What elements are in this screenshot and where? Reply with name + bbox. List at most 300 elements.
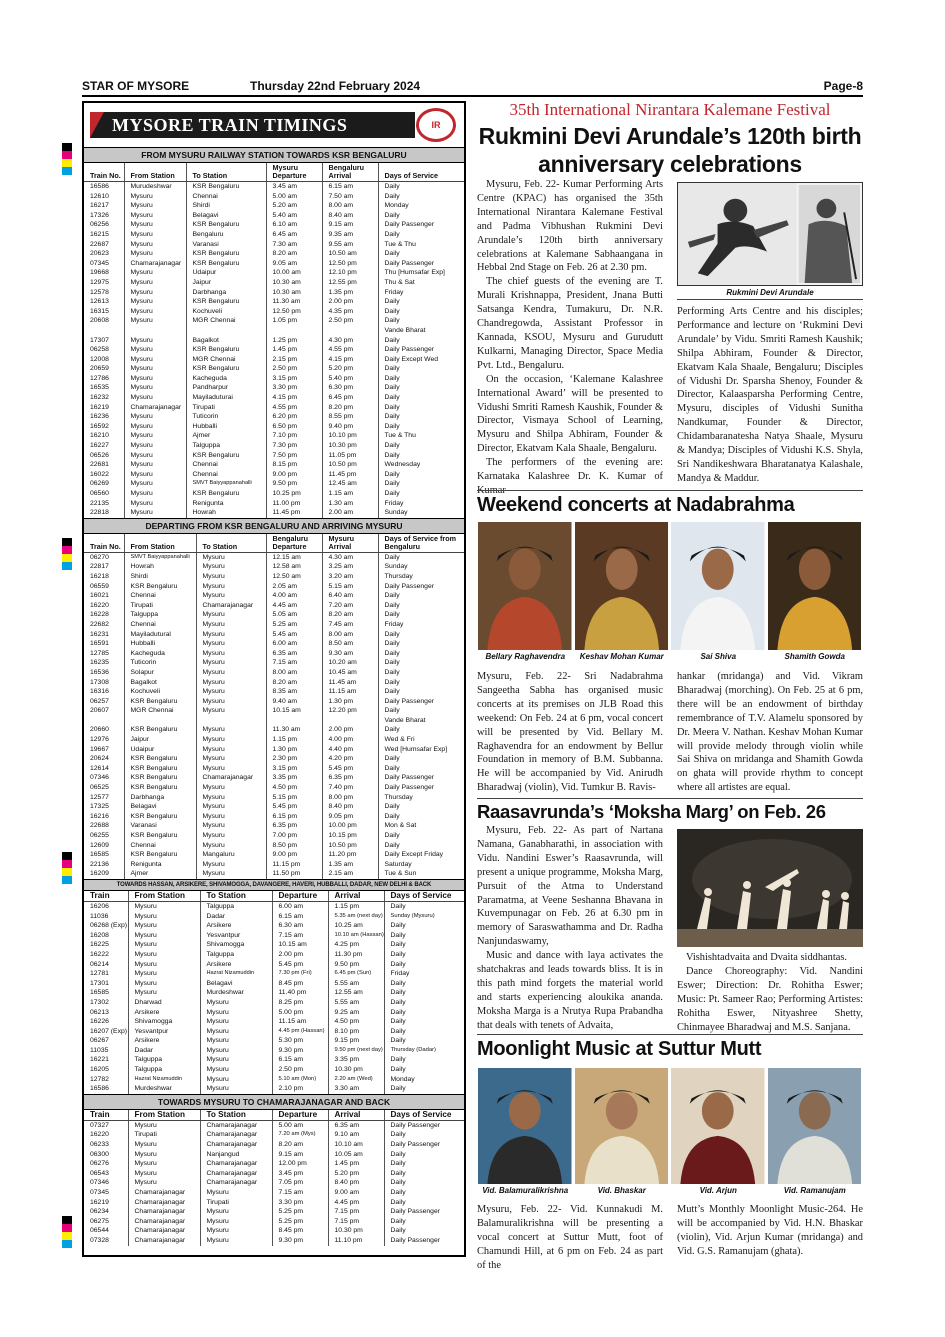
table-cell: Daily: [384, 1150, 464, 1160]
table-cell: KSR Bengaluru: [124, 812, 196, 822]
table-cell: Mysuru: [124, 230, 186, 240]
table-cell: Mysuru: [128, 912, 200, 922]
table-cell: 4.55 pm: [322, 345, 378, 355]
table-cell: Daily: [378, 802, 464, 812]
table-row: [84, 735, 464, 745]
table-cell: 4.50 pm: [328, 1017, 384, 1027]
table-cell: Chennai: [124, 591, 196, 601]
table-cell: Chennai: [124, 841, 196, 851]
table-cell: Arsikere: [200, 960, 272, 970]
table-cell: 10.50 pm: [322, 460, 378, 470]
table-cell: Mysuru: [124, 316, 186, 326]
table-cell: 06275: [90, 1217, 109, 1225]
table-cell: 5.45 pm: [322, 764, 378, 774]
page-date: Thursday 22nd February 2024: [250, 79, 421, 93]
table-cell: Mysuru: [128, 901, 200, 911]
table-cell: 10.25 am: [328, 921, 384, 931]
table-cell: Mysuru: [124, 451, 186, 461]
table-cell: 16219: [90, 403, 109, 411]
table-cell: 8.40 pm: [328, 1178, 384, 1188]
table-cell: 11036: [90, 912, 109, 920]
table-cell: Mysuru: [200, 1027, 272, 1037]
table-cell: 6.00 am: [272, 901, 328, 911]
table-cell: 16222: [90, 950, 109, 958]
table-cell: 1.30 pm: [266, 745, 322, 755]
table-cell: KSR Bengaluru: [124, 582, 196, 592]
table-cell: 10.10 am (Hassan): [328, 931, 384, 941]
table-cell: 4.40 pm: [322, 745, 378, 755]
table-cell: 10.30 pm: [328, 1065, 384, 1075]
table-row: [84, 601, 464, 611]
table-header-row: [84, 534, 464, 553]
table-cell: 7.15 am: [272, 1188, 328, 1198]
table-cell: Daily: [378, 383, 466, 393]
table-row: [84, 345, 466, 355]
table-row: [84, 374, 466, 384]
table-cell: 9.00 pm: [266, 850, 322, 860]
table-cell: 16586: [90, 1085, 109, 1093]
table-cell: Mysuru: [200, 1226, 272, 1236]
table-cell: Daily: [378, 764, 464, 774]
table-cell: Varanasi: [124, 821, 196, 831]
table-cell: 20607: [90, 707, 109, 715]
table-cell: 10.20 am: [322, 658, 378, 668]
table-cell: Hazrat Nizamuddin: [128, 1075, 200, 1085]
table-cell: 16206: [90, 902, 109, 910]
timetable-3: [84, 891, 464, 1094]
table-cell: 4.30 pm: [322, 336, 378, 346]
table-cell: 16021: [90, 592, 109, 600]
table-row: [84, 1084, 464, 1094]
table-cell: Mysuru: [128, 940, 200, 950]
table-cell: Mysuru: [196, 793, 266, 803]
table-cell: Mysuru: [128, 1150, 200, 1160]
table-cell: Daily: [384, 988, 464, 998]
table-cell: KSR Bengaluru: [124, 764, 196, 774]
table-cell: 6.35 am: [266, 649, 322, 659]
table-cell: Hubballi: [186, 422, 266, 432]
table-cell: Murdeshwar: [200, 988, 272, 998]
table-cell: 8.45 pm: [272, 979, 328, 989]
table-cell: 4.45 pm (Hassan): [272, 1027, 328, 1037]
table-cell: Mysuru: [196, 697, 266, 707]
table-row: [84, 812, 464, 822]
table-cell: 8.20 pm: [322, 403, 378, 413]
table-row: [84, 1036, 464, 1046]
column-header: Bengaluru Arrival: [322, 163, 378, 182]
table-cell: Mysuru: [124, 422, 186, 432]
table-cell: 16227: [90, 442, 109, 450]
table-cell: 07327: [90, 1121, 109, 1129]
table-cell: 6.30 pm: [322, 383, 378, 393]
table-cell: Bagalkot: [124, 678, 196, 688]
column-header: Bengaluru Departure: [266, 534, 322, 553]
table-row: [84, 1169, 464, 1179]
table-cell: Mysuru: [200, 1046, 272, 1056]
paper-name: STAR OF MYSORE: [82, 79, 190, 93]
table-cell: 6.10 am: [266, 220, 322, 230]
table-row: [84, 364, 466, 374]
table-cell: Chamarajanagar: [128, 1188, 200, 1198]
section-divider: [477, 798, 863, 799]
table-cell: Mysuru: [200, 1055, 272, 1065]
table-cell: 6.35 pm: [266, 821, 322, 831]
table-cell: 5.55 am: [328, 979, 384, 989]
table-cell: 9.50 pm (next day): [328, 1046, 384, 1056]
table-row: [84, 1065, 464, 1075]
table-cell: Mysuru: [124, 288, 186, 298]
table-row: [84, 850, 464, 860]
table-cell: Thu & Sat: [378, 278, 466, 288]
column-header: Days of Service: [384, 891, 464, 902]
table-cell: Mysuru: [200, 1236, 272, 1246]
table-cell: Mysuru: [200, 1017, 272, 1027]
table-cell: 1.30 pm: [322, 697, 378, 707]
table-cell: 7.20 am (Mys): [272, 1130, 328, 1140]
timetable-section-title: TOWARDS HASSAN, ARSIKERE, SHIVAMOGGA, DAVANGERE, HAVERI, HUBBALLI, DADAR, NEW DELHI & BACK: [84, 879, 464, 891]
table-cell: Mysuru: [128, 1159, 200, 1169]
table-cell: Daily Passenger: [378, 783, 464, 793]
table-cell: 11.10 pm: [328, 1236, 384, 1246]
table-cell: Daily Except Friday: [378, 850, 464, 860]
table-row: [84, 288, 466, 298]
table-cell: Bagalkot: [186, 336, 266, 346]
table-cell: 12786: [90, 374, 109, 382]
table-cell: Chennai: [186, 470, 266, 480]
table-cell: 6.40 am: [322, 591, 378, 601]
table-cell: [322, 716, 378, 726]
table-cell: Chamarajanagar: [128, 1207, 200, 1217]
table-cell: 7.00 pm: [266, 831, 322, 841]
table-cell: Mysuru: [196, 678, 266, 688]
table-cell: Daily: [378, 658, 464, 668]
timings-title: MYSORE TRAIN TIMINGS: [90, 112, 415, 138]
table-cell: 12781: [90, 970, 109, 978]
table-cell: 07346: [90, 774, 109, 782]
table-row: [84, 921, 464, 931]
table-cell: Mysuru: [196, 649, 266, 659]
portrait-photo: [768, 1068, 862, 1184]
table-cell: Daily Passenger: [378, 220, 466, 230]
table-cell: Mysuru: [128, 979, 200, 989]
table-cell: Tirupati: [128, 1130, 200, 1140]
table-row: [84, 552, 464, 562]
table-cell: Daily Except Wed: [378, 355, 466, 365]
page-number: Page-8: [823, 79, 863, 93]
table-row: [84, 412, 466, 422]
railway-logo-icon: IR: [416, 108, 456, 142]
table-cell: Chamarajanagar: [128, 1236, 200, 1246]
column-header: Arrival: [328, 891, 384, 902]
table-cell: 22818: [90, 509, 109, 517]
table-row: [84, 268, 466, 278]
table-cell: [196, 716, 266, 726]
table-cell: Bengaluru: [186, 230, 266, 240]
table-cell: Daily: [378, 336, 466, 346]
moksha-marg-dance-photo: [677, 829, 863, 947]
table-cell: SMVT Baiyyappanahalli: [124, 552, 196, 562]
table-cell: 5.20 pm: [322, 364, 378, 374]
article2-headline: Weekend concerts at Nadabrahma: [477, 494, 795, 516]
photo-caption: Vid. Arjun: [699, 1186, 737, 1195]
table-cell: Daily: [378, 307, 466, 317]
table-row: [84, 249, 466, 259]
table-cell: 16217: [90, 202, 109, 210]
table-cell: Chamarajanagar: [196, 601, 266, 611]
table-cell: Wed [Humsafar Exp]: [378, 745, 464, 755]
table-row: [84, 591, 464, 601]
table-cell: Mysuru: [124, 297, 186, 307]
table-cell: Mysuru: [124, 499, 186, 509]
table-cell: 17308: [90, 678, 109, 686]
table-cell: Mysuru: [196, 841, 266, 851]
table-cell: 5.45 pm: [266, 802, 322, 812]
table-cell: Arsikere: [128, 1008, 200, 1018]
table-cell: Daily Passenger: [384, 1236, 464, 1246]
article4-headline: Moonlight Music at Suttur Mutt: [477, 1038, 762, 1060]
table-cell: 9.15 am: [272, 1150, 328, 1160]
table-cell: Mysuru: [124, 364, 186, 374]
table-cell: 2.15 am: [322, 869, 378, 879]
table-cell: KSR Bengaluru: [124, 725, 196, 735]
paragraph: On the occasion, ‘Kalemane Kalashree International Award’ will be presented to Vidushi Smriti Ramesh Kaushik, Founder & Director, Vismaya School of Learning, Mysuru and Shilpa Abhiram, Founder & Director, Ekatvam Kala Shaale, Bengaluru.: [477, 373, 663, 455]
table-cell: 4.55 pm: [266, 403, 322, 413]
table-cell: Mysuru: [196, 725, 266, 735]
table-cell: Mysuru: [196, 591, 266, 601]
table-cell: Kacheguda: [124, 649, 196, 659]
table-cell: Mysuru: [124, 508, 186, 518]
table-row: [84, 831, 464, 841]
rukmini-devi-caption: Rukmini Devi Arundale: [726, 288, 814, 297]
table-row: [84, 1120, 464, 1130]
table-cell: Daily: [384, 1036, 464, 1046]
table-cell: 1.05 pm: [266, 316, 322, 326]
timings-body: [84, 147, 464, 1246]
table-cell: Mysuru: [128, 988, 200, 998]
table-cell: 16232: [90, 394, 109, 402]
table-cell: Daily: [384, 1130, 464, 1140]
table-cell: 3.45 pm: [272, 1169, 328, 1179]
table-cell: 10.30 am: [266, 288, 322, 298]
table-cell: 17307: [90, 336, 109, 344]
table-cell: [84, 326, 124, 336]
photo-caption: Bellary Raghavendra: [485, 652, 566, 661]
column-header: Departure: [272, 1110, 328, 1121]
table-row: [84, 1236, 464, 1246]
table-cell: 11.40 pm: [272, 988, 328, 998]
table-cell: 10.30 pm: [322, 441, 378, 451]
table-cell: Vande Bharat: [378, 326, 466, 336]
table-cell: 9.30 pm: [272, 1236, 328, 1246]
table-cell: Tirupati: [186, 403, 266, 413]
table-cell: 8.45 pm: [272, 1226, 328, 1236]
table-cell: 20623: [90, 250, 109, 258]
table-cell: 4.25 pm: [328, 940, 384, 950]
table-cell: 12.10 pm: [322, 268, 378, 278]
table-cell: 4.15 pm: [322, 355, 378, 365]
table-row: [84, 668, 464, 678]
table-cell: Belagavi: [200, 979, 272, 989]
table-cell: 16591: [90, 640, 109, 648]
table-cell: Daily: [384, 1169, 464, 1179]
table-cell: 16205: [90, 1066, 109, 1074]
portrait-photo: [575, 522, 669, 650]
table-cell: 6.15 pm: [266, 812, 322, 822]
table-cell: Renigunta: [186, 499, 266, 509]
column-header: Train: [84, 1110, 128, 1121]
table-cell: Yesvantpur: [200, 931, 272, 941]
table-cell: MGR Chennai: [186, 355, 266, 365]
table-cell: Daily: [384, 1084, 464, 1094]
table-cell: 7.45 am: [322, 620, 378, 630]
table-cell: Daily: [378, 754, 464, 764]
table-cell: Mysuru: [124, 393, 186, 403]
table-cell: Daily: [384, 998, 464, 1008]
table-cell: 16219: [90, 1198, 109, 1206]
table-cell: Mysuru: [128, 950, 200, 960]
table-cell: 5.00 pm: [272, 1008, 328, 1018]
column-header: From Station: [124, 534, 196, 553]
table-cell: Daily: [378, 630, 464, 640]
registration-marks: [62, 538, 72, 570]
table-cell: 12976: [90, 736, 109, 744]
table-cell: Chamarajanagar: [124, 403, 186, 413]
table-cell: 07328: [90, 1236, 109, 1244]
table-row: [84, 1217, 464, 1227]
table-cell: Mysuru: [124, 211, 186, 221]
table-cell: 06257: [90, 697, 109, 705]
table-cell: Daily: [384, 1017, 464, 1027]
table-cell: 8.40 am: [322, 211, 378, 221]
table-cell: 11.20 pm: [322, 850, 378, 860]
table-cell: KSR Bengaluru: [124, 773, 196, 783]
table-cell: 8.20 am: [272, 1140, 328, 1150]
table-cell: 3.20 am: [322, 572, 378, 582]
table-cell: Mysuru: [196, 821, 266, 831]
table-cell: Dadar: [200, 912, 272, 922]
table-cell: 11.00 pm: [266, 499, 322, 509]
table-row: [84, 1017, 464, 1027]
table-row: [84, 1008, 464, 1018]
table-cell: 06256: [90, 221, 109, 229]
table-cell: 8.20 am: [322, 610, 378, 620]
column-header: Days of Service from Bengaluru: [378, 534, 464, 553]
table-cell: Mysuru: [124, 431, 186, 441]
table-cell: Mysuru: [196, 812, 266, 822]
table-cell: 11.45 pm: [266, 508, 322, 518]
table-cell: Mysuru: [124, 192, 186, 202]
table-cell: Mysuru: [200, 1065, 272, 1075]
table-cell: Solapur: [124, 668, 196, 678]
article4-column-2: Mutt’s Monthly Moonlight Music-264. He will be accompanied by Vid. H.N. Bhaskar (violin), Vid. Arjun Kumar (mridanga) and Vid. G.S. Ramanujam (ghata).: [677, 1204, 863, 1257]
table-cell: 5.25 pm: [272, 1217, 328, 1227]
table-row: [84, 422, 466, 432]
table-cell: Daily: [378, 316, 466, 326]
table-row: [84, 278, 466, 288]
table-cell: 10.25 pm: [266, 489, 322, 499]
table-cell: Mysuru: [200, 1217, 272, 1227]
table-cell: 1.30 am: [322, 499, 378, 509]
table-cell: 06258: [90, 346, 109, 354]
table-cell: Murudeshwar: [124, 182, 186, 192]
table-cell: 12975: [90, 278, 109, 286]
table-cell: Belagavi: [186, 211, 266, 221]
table-cell: 8.00 am: [322, 630, 378, 640]
table-row: [84, 901, 464, 911]
table-cell: 8.00 pm: [322, 793, 378, 803]
table-cell: Mysuru: [124, 220, 186, 230]
table-cell: Daily: [384, 1198, 464, 1208]
table-cell: Mysuru: [196, 831, 266, 841]
table-cell: Mysuru: [124, 201, 186, 211]
table-cell: Mysuru: [124, 412, 186, 422]
table-cell: 7.30 pm (Fri): [272, 969, 328, 979]
table-cell: 19668: [90, 269, 109, 277]
table-cell: Tuticorin: [124, 658, 196, 668]
table-row: [84, 630, 464, 640]
table-cell: Mysuru: [200, 1075, 272, 1085]
table-cell: 16226: [90, 1018, 109, 1026]
table-row: [84, 802, 464, 812]
timetable-section-title: DEPARTING FROM KSR BENGALURU AND ARRIVING MYSURU: [84, 518, 464, 534]
table-cell: 7.10 pm: [266, 431, 322, 441]
table-cell: Daily Passenger: [384, 1140, 464, 1150]
table-row: [84, 716, 464, 726]
table-cell: Daily: [378, 393, 466, 403]
table-cell: Mon & Sat: [378, 821, 464, 831]
table-cell: 3.45 am: [266, 182, 322, 192]
table-cell: 16207 (Exp): [90, 1027, 128, 1035]
table-row: [84, 1075, 464, 1085]
table-cell: 5.45 pm: [272, 960, 328, 970]
table-cell: Wed & Fri: [378, 735, 464, 745]
table-cell: 2.50 pm: [266, 364, 322, 374]
table-cell: 12609: [90, 841, 109, 849]
article3-headline: Raasavrunda’s ‘Moksha Marg’ on Feb. 26: [477, 801, 826, 822]
table-cell: Udaipur: [124, 745, 196, 755]
table-row: [84, 431, 466, 441]
table-cell: 06269: [90, 480, 109, 488]
table-cell: 07346: [90, 1179, 109, 1187]
table-cell: 2.20 am (Wed): [328, 1075, 384, 1085]
table-cell: 06276: [90, 1160, 109, 1168]
table-cell: KSR Bengaluru: [124, 783, 196, 793]
table-cell: 6.00 am: [266, 639, 322, 649]
table-cell: [84, 716, 124, 726]
table-row: [84, 499, 466, 509]
table-cell: 1.45 pm: [328, 1159, 384, 1169]
table-row: [84, 912, 464, 922]
table-cell: 8.35 am: [266, 687, 322, 697]
table-row: [84, 1027, 464, 1037]
table-cell: Chamarajanagar: [200, 1140, 272, 1150]
table-row: [84, 393, 466, 403]
table-row: [84, 860, 464, 870]
table-cell: Mysuru: [196, 658, 266, 668]
table-cell: Daily: [384, 1065, 464, 1075]
table-cell: 06214: [90, 960, 109, 968]
table-cell: Yesvantpur: [128, 1027, 200, 1037]
table-cell: Mysuru: [124, 249, 186, 259]
table-cell: Mysuru: [200, 1036, 272, 1046]
table-cell: Daily: [384, 931, 464, 941]
table-cell: 12.58 am: [266, 562, 322, 572]
table-cell: Chamarajanagar: [200, 1169, 272, 1179]
table-cell: 1.35 am: [322, 860, 378, 870]
table-cell: Daily: [378, 610, 464, 620]
table-cell: Vande Bharat: [378, 716, 464, 726]
table-cell: KSR Bengaluru: [186, 297, 266, 307]
